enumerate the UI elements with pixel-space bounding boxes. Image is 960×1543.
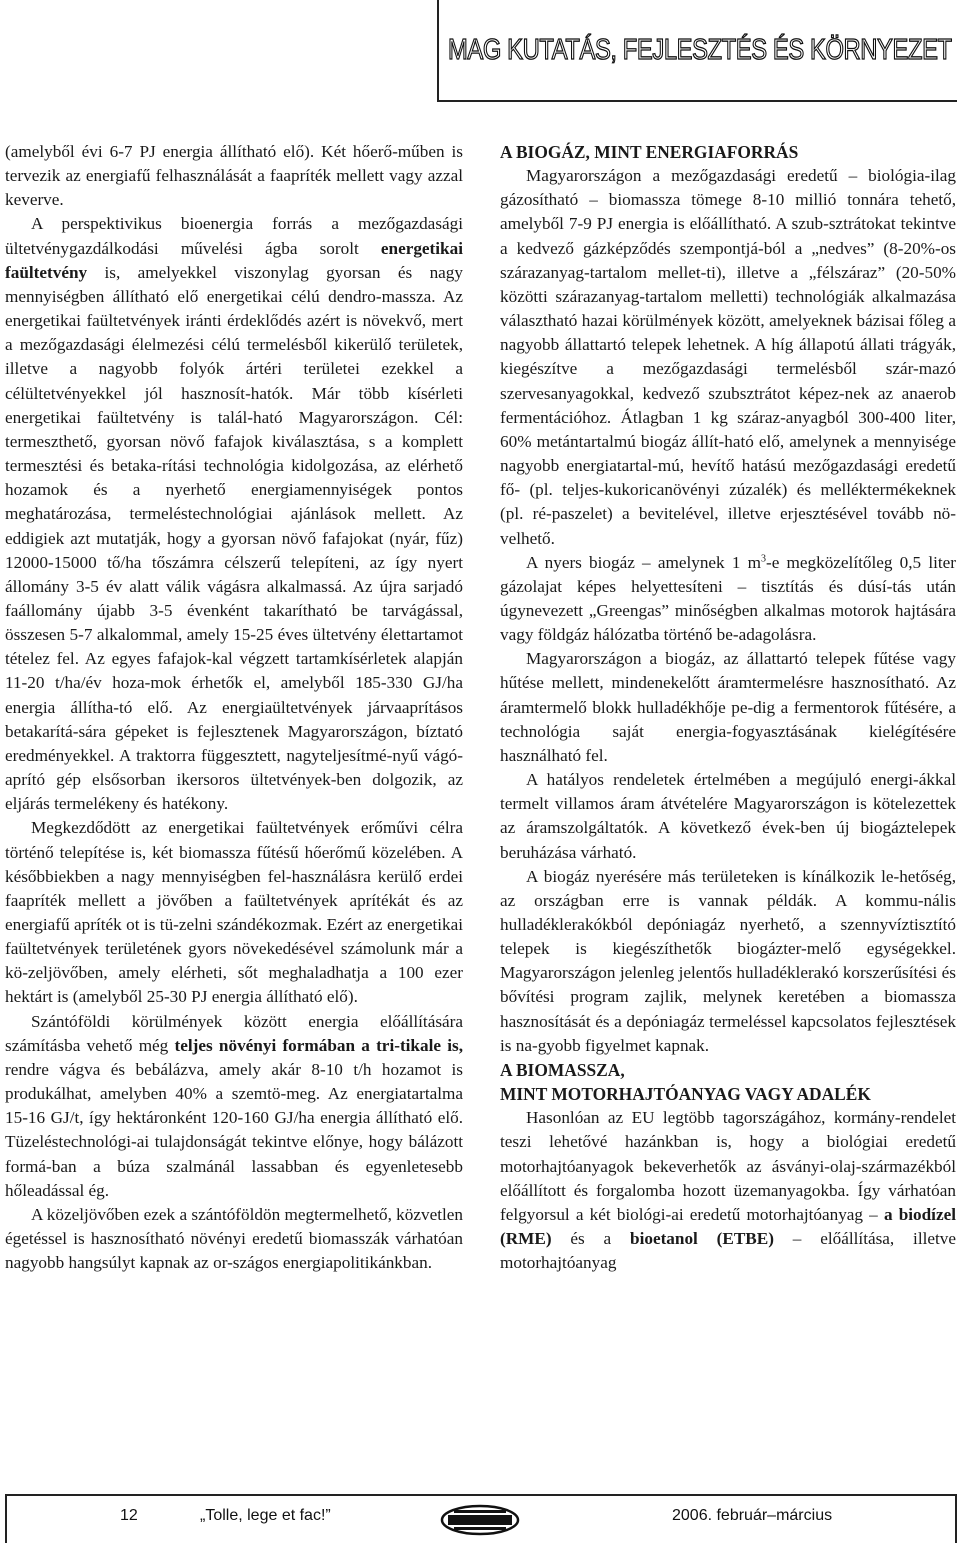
footer-rule [5,1494,955,1496]
bold-term: a biodízel (RME) [500,1204,956,1249]
text-run: és a [551,1229,631,1249]
motto: „Tolle, lege et fac!” [200,1507,331,1524]
footer-divider [955,1494,957,1543]
paragraph: A biogáz nyerésére más területeken is kínálkozik le-hetőség, az országban erre is vannak példák. A kommu-nális hulladéklerakókból depóniagáz nyerhető, a szennyvíztisztító telepek is kiegészíthetők biogázter-melő egységekkel. Magyarországon jelenleg jelentős hulladéklerakó korszerűsítési és bővítési program zajlik, melynek keretében a biomassza hasznosítását és a depóniagáz termeléssel kapcsolatos fejlesztések is na-gyobb figyelmet kapnak. [500,866,956,1055]
text-run: rendre vágva és bebálázva, amely akár 8-10 t/h hozamot is produkálhat, amelyben 40% a szemtö-meg. Az energiatartalma 15-16 GJ/t, így hektáronként 120-160 GJ/ha energia állítható elő. Tüzeléstechnológi-ai tulajdonságát tekintve előnye, hogy bálázott formá-ban a búza szalmánál lassabban és egyenletesebb hőleadással ég. [5,1059,463,1200]
superscript: 3 [760,552,766,564]
text-run: – előállítása, illetve motorhajtóanyag [500,1229,956,1273]
heading-line: MINT MOTORHAJTÓANYAG VAGY ADALÉK [500,1084,871,1105]
paragraph: Magyarországon a biogáz, az állattartó telepek fűtése vagy hűtése mellett, mindenekelőtt áramtermelésre hasznosítható. Az áramtermelő blokk hulladékhője pe-dig a fermentorok fűtésére, a technológia saját energia-fogyasztásának kielégítésére használható fel. [500,649,956,765]
paragraph [500,551,956,648]
text-run: Szántóföldi körülmények között energia előállítására számításba vehető még [5,1011,463,1055]
text-run: is, amelyekkel viszonylag gyorsan és nagy mennyiségben állítható elő energetikai célú dendro-massza. Az energetikai faültetvények iránti érdeklődés azért is növekvő, mert a mezőgazdasági élelmezési célú termelésből kikerülő területek, illetve a nagyobb folyók ártéri területei ezekkel a célültetvényekkel jól hasznosít-hatók. Már több kísérleti energetikai faültetvény is talál-ható Magyarországon. Cél: termeszthető, gyorsan növő fafajok kiválasztása, s a komplett termesztési és betaka-rítási technológia kidolgozása, az elérhető hozamok és a nyerhető energiamennyiségek pontos meghatározása, termeléstechnológiai ajánlások mellett. Az eddigiek azt mutatják, hogy a gyorsan növő fafajokat (nyár, fűz) 12000-15000 tő/ha tőszámra célszerű telepíteni, az így nyert állomány 3-5 év alatt válik vágásra alkalmassá. Az újra sarjadó faállomány újabb 3-5 évenként takarítható be tarvágással, összesen 5-7 alkalommal, amely 15-25 éves ültetvény élettartamot tételez fel. Az egyes fafajok-kal végzett tartamkísérletek alapján 11-20 t/ha/év hoza-mok érhetők el, amelyből 185-330 GJ/ha energia állítha-tó elő. Az energiaültetvények járvaaprításos betakarítá-sára gépeket is fejlesztenek Magyarországon, bíztató eredményekkel. A traktorra függesztett, nagyteljesítmé-nyű vágó-aprító gép elsősorban ikersoros ültetvények-ben dolgozik, az eljárás termelékeny és hatékony. [5,262,463,814]
paragraph: (amelyből évi 6-7 PJ energia állítható elő). Két hőerő-műben is tervezik az energiafű felhasználását a faapríték mellett vagy azzal keverve. [5,142,463,210]
bold-term: teljes növényi formában a tri-tikale is, [174,1035,463,1055]
paragraph [500,1106,956,1275]
paragraph: Megkezdődött az energetikai faültetvények erőművi célra történő telepítése is, két biomassza fűtésű hőerőmű közelében. A későbbiekben a nagy mennyiségben fel-használásra kerülő erdei faapríték mellett a jövőben a faültetvények aprítékát és az energiafű apríték ot is tü-zelni szándékozmak. Ezért az energetikai faültetvények területének gyors növekedésével számolunk már a kö-zeljövőben, amely elérheti, sőt meghaladhatja a 100 ezer hektárt is (amelyből 25-30 PJ energia állítható elő). [5,818,463,1007]
text-run: -e megközelítőleg 0,5 liter gázolajat képes helyettesíteni – tisztítás és dúsí-tás után úgynevezett „Greengas” minőségben alkalmas motorok hajtására vagy földgáz hálózatba történő be-adagolásra. [500,552,957,645]
issue-date: 2006. február–március [672,1507,833,1524]
paragraph [5,212,463,816]
footer-divider [5,1494,7,1543]
left-column [5,140,463,1275]
paragraph: Magyarországon a mezőgazdasági eredetű – biológia-ilag gázosítható – biomassza tömege 8-10 millió tonnára tehető, amelyből 7-9 PJ energia is előállítható. A szub-sztrátokat tekintve a kedvező gázképződés szempontjá-ból a „nedves” (8-20%-os szárazanyag-tartalom mellet-ti), illetve a „félszáraz” (20-50% közötti szárazanyag-tartalom melletti) technológiák alkalmazása választható hazai körülmények között, amelyeknek bázisai főleg a nagyobb állattartó telepek lehetnek. A híg állapotú állati trágyák, kiegészítve a mezőgazdasági termelésből szár-mazó szervesanyagokkal, kedvező szubsztrátot képez-nek az anaerob fermentációhoz. Átlagban 1 kg száraz-anyagból 300-400 liter, 60% metántartalmú biogáz állít-ható elő, amelynek a mennyisége nagyobb energiatartal-mú, hevítő hatású mezőgazdasági eredetű fő- (pl. teljes-kukoricanövényi zúzalék) és melléktermékeknek (pl. ré-paszelet) a bevitelével, illetve erjesztésével tovább nö-velhető. [500,166,956,548]
section-title: MAG KUTATÁS, FEJLESZTÉS ÉS KÖRNYEZET [448,34,952,66]
paragraph [5,1010,463,1203]
heading-line: A BIOMASSZA, [500,1059,625,1080]
bold-term: energetikai faültetvény [5,238,463,282]
bold-term: bioetanol (ETBE) [630,1229,774,1249]
section-heading [500,1058,956,1106]
text-run: A perspektivikus bioenergia forrás a mezőgazdasági ültetvénygazdálkodási művelési ágba sorolt [5,214,463,258]
paragraph: A hatályos rendeletek értelmében a megújuló energi-ákkal termelt villamos áram átvételére Magyarországon is kötelezettek az áramszolgáltatók. A következő évek-ben új biogáztelepek beruházása várható. [500,770,956,862]
paragraph: A közeljövőben ezek a szántóföldön megtermelhető, közvetlen égetéssel is hasznosítható növényi eredetű biomasszák várhatóan nagyobb hangsúlyt kapnak az or-szágos energiapolitikánkban. [5,1204,463,1273]
text-run: Hasonlóan az EU legtöbb tagországához, kormány-rendelet teszi lehetővé hazánkban is, hogy a biológiai eredetű motorhajtóanyagok bekeverhetők az ásványi-olaj-származékból előállított és forgalomba hozott üzemanyagokba. Így várhatóan felgyorsul a két biológi-ai eredetű motorhajtóanyag – [500,1108,956,1224]
page-number: 12 [120,1507,138,1524]
section-heading: A BIOGÁZ, MINT ENERGIAFORRÁS [500,142,799,162]
vetma-logo [440,1504,520,1536]
right-column [500,140,956,1275]
text-run: A nyers biogáz – amelynek 1 m [526,552,761,572]
